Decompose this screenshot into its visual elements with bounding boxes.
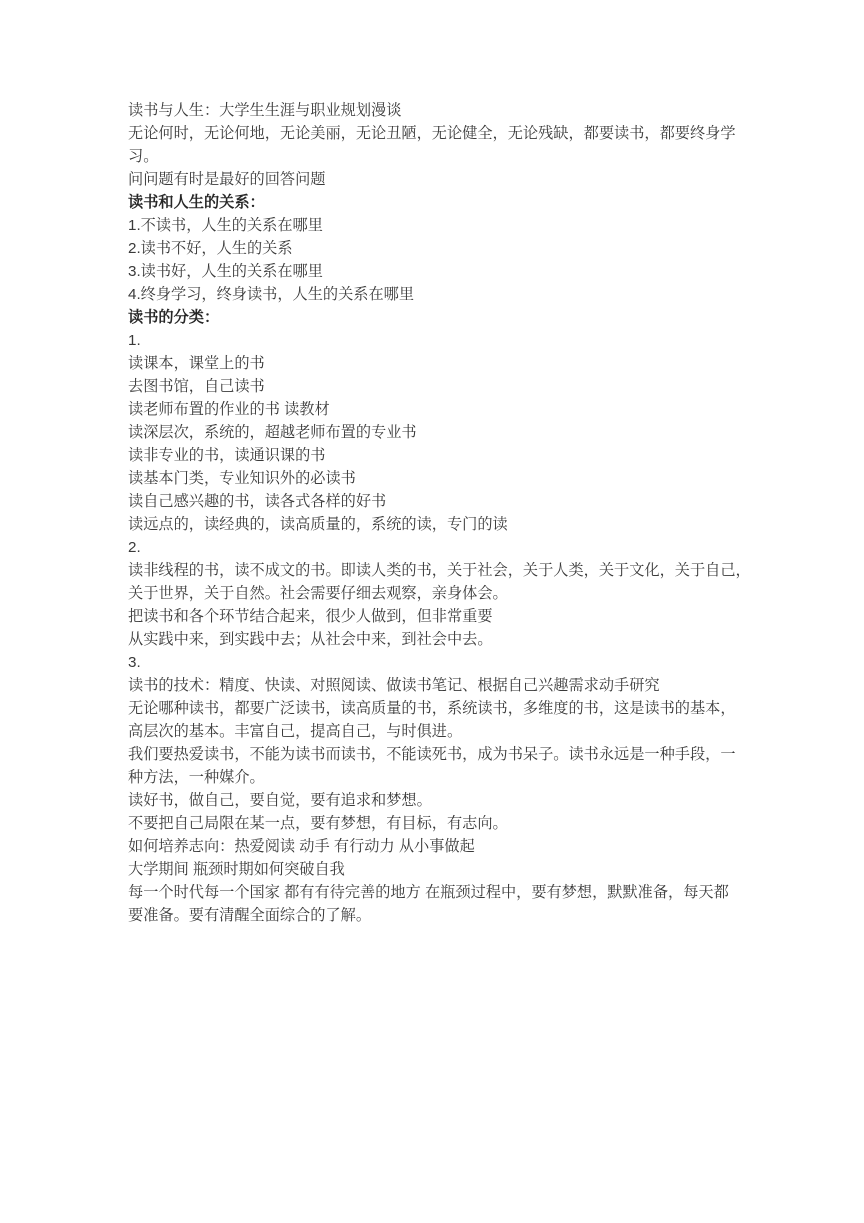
text-line: 大学期间 瓶颈时期如何突破自我 — [128, 861, 345, 878]
text-line: 读远点的，读经典的，读高质量的，系统的读，专门的读 — [128, 516, 508, 533]
text-line: 1.不读书，人生的关系在哪里 — [128, 217, 323, 234]
text-line: 读深层次，系统的，超越老师布置的专业书 — [128, 424, 417, 441]
text-line: 高层次的基本。丰富自己，提高自己，与时俱进。 — [128, 723, 463, 740]
text-line: 1. — [128, 332, 141, 349]
text-line: 关于世界，关于自然。社会需要仔细去观察，亲身体会。 — [128, 585, 508, 602]
text-line: 读老师布置的作业的书 读教材 — [128, 401, 330, 418]
text-line: 无论何时，无论何地，无论美丽，无论丑陋，无论健全，无论残缺，都要读书，都要终身学 — [128, 125, 736, 142]
text-line: 去图书馆，自己读书 — [128, 378, 265, 395]
text-line: 我们要热爱读书，不能为读书而读书，不能读死书，成为书呆子。读书永远是一种手段，一 — [128, 746, 736, 763]
text-line: 把读书和各个环节结合起来，很少人做到，但非常重要 — [128, 608, 493, 625]
text-line: 问问题有时是最好的回答问题 — [128, 171, 326, 188]
text-line: 读非专业的书，读通识课的书 — [128, 447, 326, 464]
text-line: 2.读书不好，人生的关系 — [128, 240, 293, 257]
text-line: 不要把自己局限在某一点，要有梦想，有目标，有志向。 — [128, 815, 508, 832]
text-line: 从实践中来，到实践中去；从社会中来，到社会中去。 — [128, 631, 493, 648]
text-line: 要准备。要有清醒全面综合的了解。 — [128, 907, 371, 924]
text-line: 无论哪种读书，都要广泛读书，读高质量的书，系统读书，多维度的书，这是读书的基本， — [128, 700, 736, 717]
text-line: 读好书，做自己，要自觉，要有追求和梦想。 — [128, 792, 432, 809]
text-line: 3.读书好，人生的关系在哪里 — [128, 263, 323, 280]
text-line: 读课本，课堂上的书 — [128, 355, 265, 372]
text-line: 每一个时代每一个国家 都有有待完善的地方 在瓶颈过程中，要有梦想，默默准备，每天都 — [128, 884, 729, 901]
document-title: 读书与人生：大学生生涯与职业规划漫谈 — [128, 102, 402, 119]
text-line: 读自己感兴趣的书，读各式各样的好书 — [128, 493, 387, 510]
text-line: 读书的技术：精度、快读、对照阅读、做读书笔记、根据自己兴趣需求动手研究 — [128, 677, 660, 694]
text-line: 习。 — [128, 148, 159, 165]
text-line: 如何培养志向：热爱阅读 动手 有行动力 从小事做起 — [128, 838, 475, 855]
text-line: 读基本门类，专业知识外的必读书 — [128, 470, 356, 487]
text-line: 4.终身学习，终身读书，人生的关系在哪里 — [128, 286, 415, 303]
text-line: 2. — [128, 539, 141, 556]
section-heading: 读书的分类： — [128, 309, 220, 326]
text-line: 种方法，一种媒介。 — [128, 769, 265, 786]
document-body — [128, 99, 750, 927]
text-line: 3. — [128, 654, 141, 671]
section-heading: 读书和人生的关系： — [128, 194, 265, 211]
text-line: 读非线程的书，读不成文的书。即读人类的书，关于社会，关于人类，关于文化，关于自己， — [128, 562, 751, 579]
